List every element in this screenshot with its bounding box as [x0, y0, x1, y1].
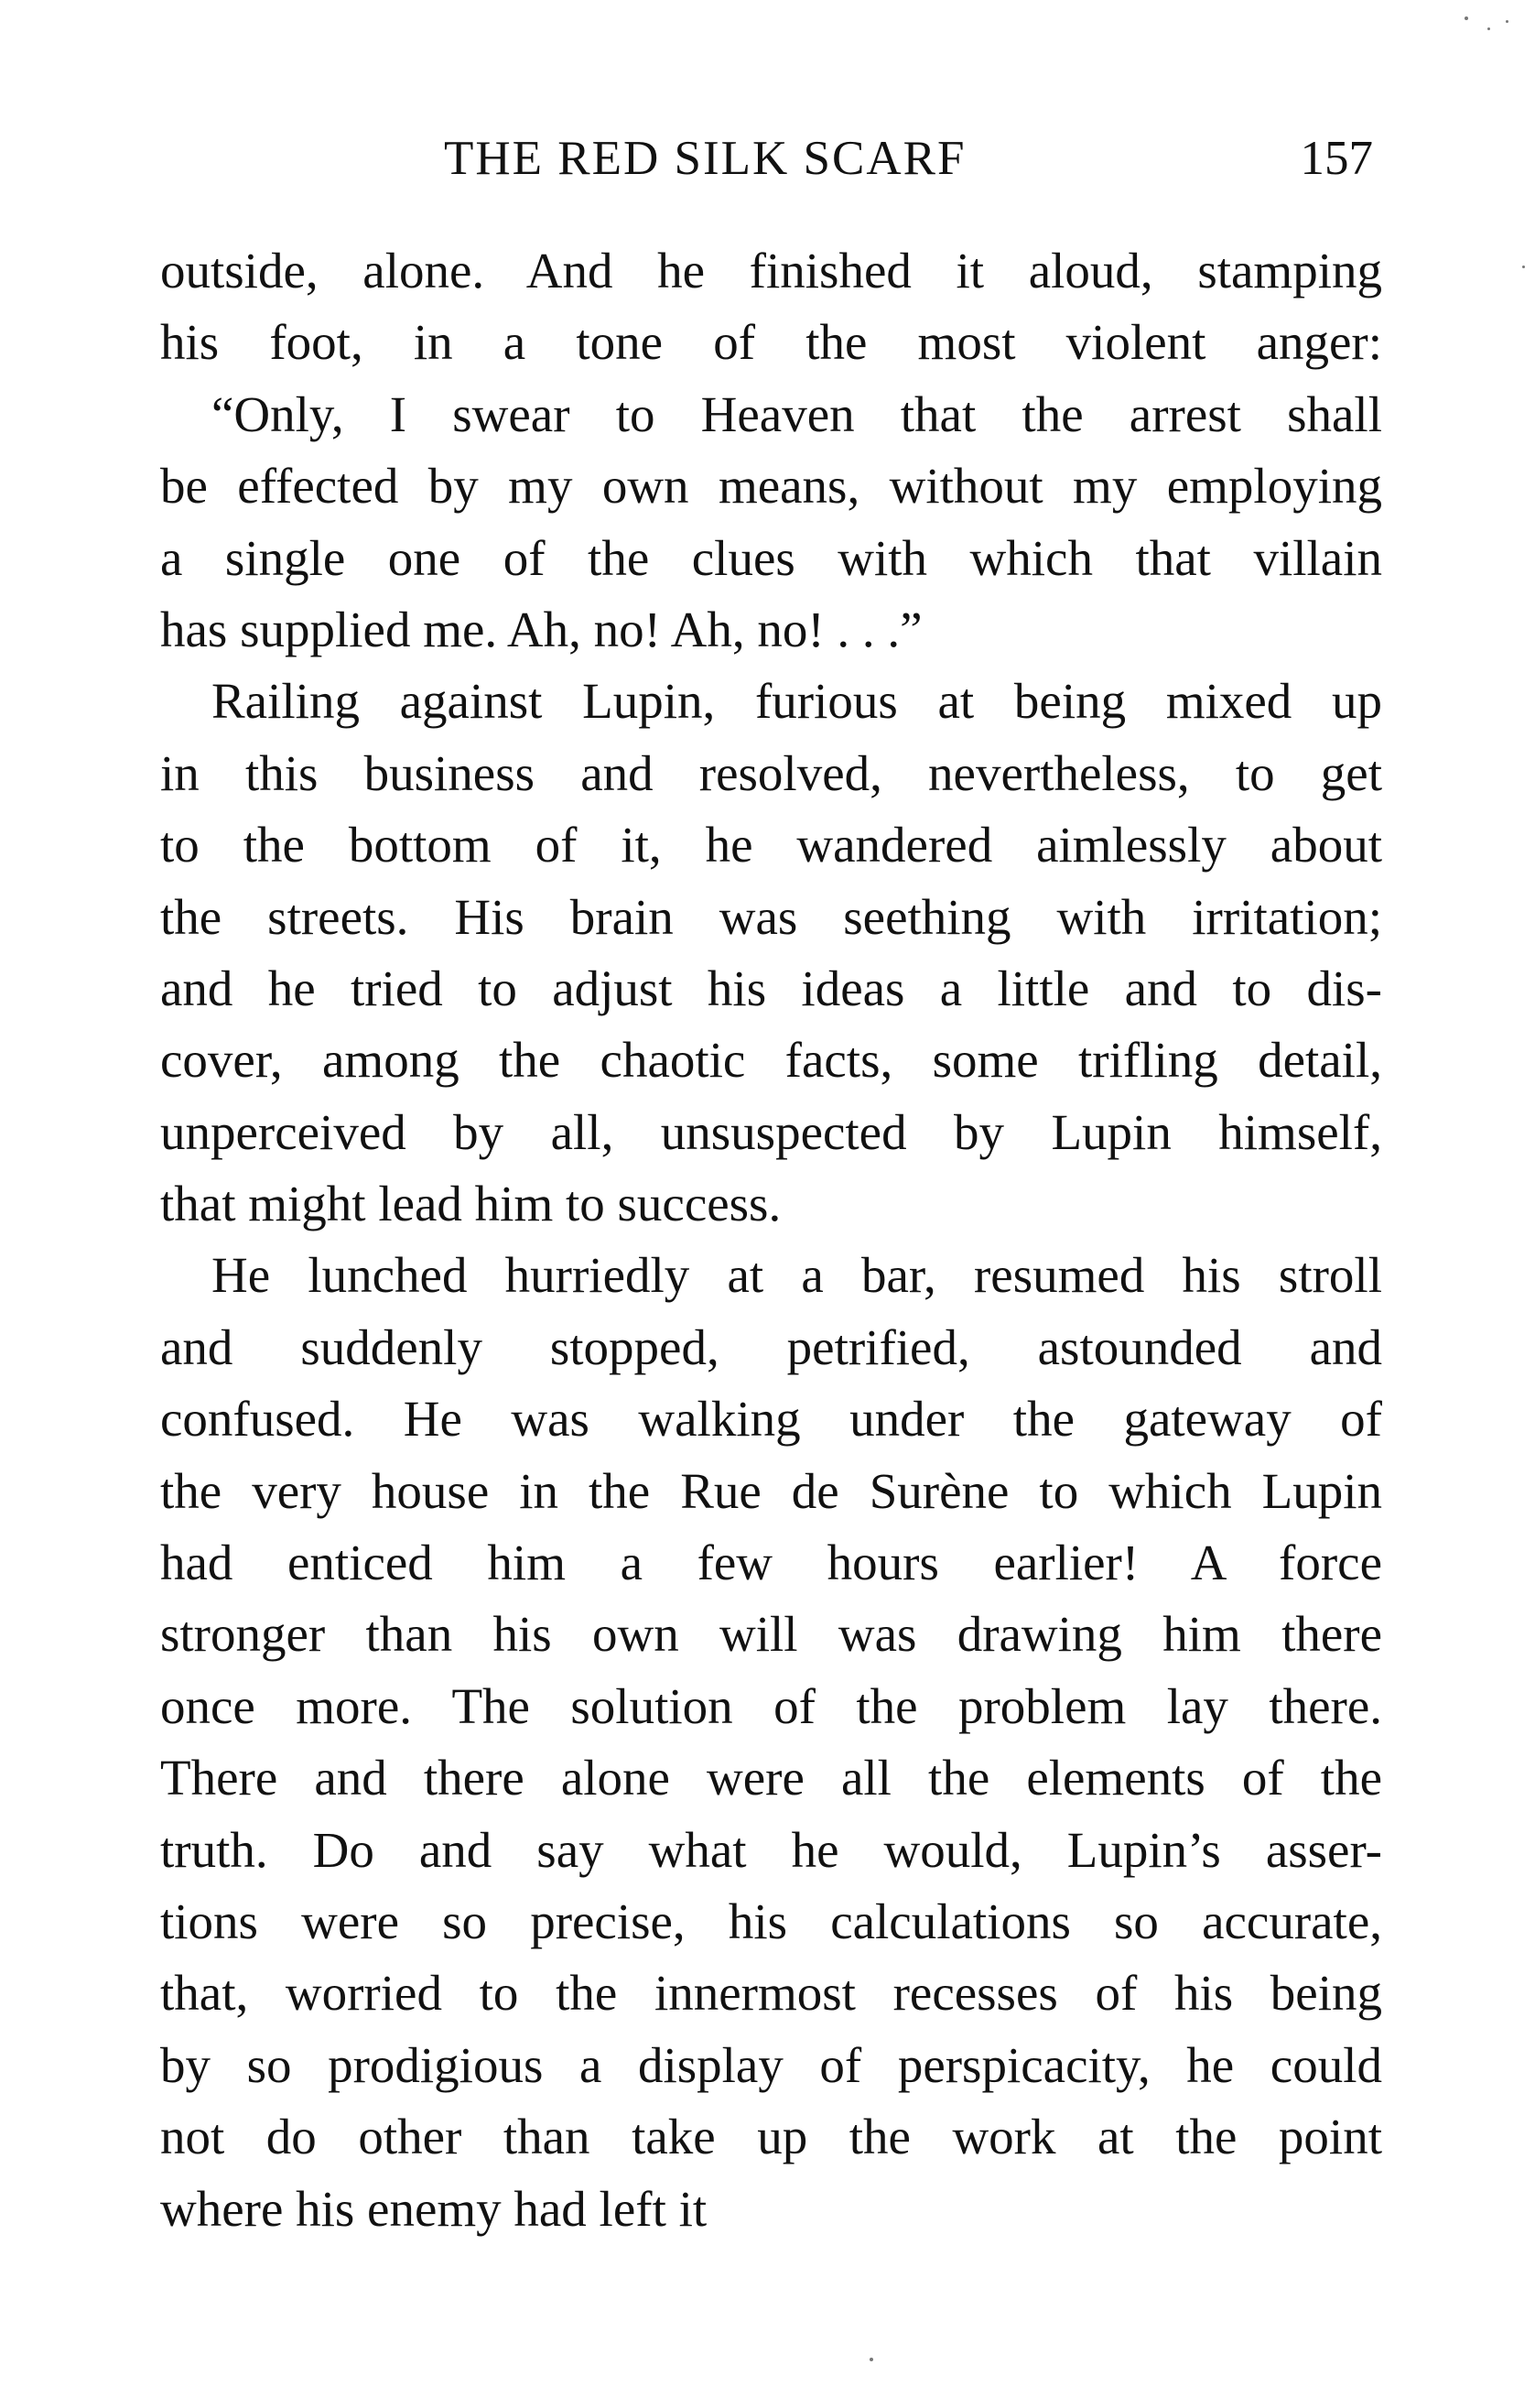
paragraph-start-line: Railing against Lupin, furious at being mixed up: [211, 673, 1382, 730]
running-head: [160, 126, 1382, 190]
running-title: THE RED SILK SCARF: [444, 132, 967, 185]
scan-speck: [870, 2358, 873, 2361]
paragraph-end-line: has supplied me. Ah, no! Ah, no! . . .”: [160, 601, 923, 657]
text-line: and suddenly stopped, petrified, astounded and: [160, 1318, 1382, 1375]
paragraph-start-line: He lunched hurriedly at a bar, resumed his stroll: [211, 1247, 1382, 1304]
body-text: [160, 235, 1382, 2245]
text-line: the very house in the Rue de Surène to which Lupin: [160, 1462, 1382, 1519]
scan-speck: [1506, 20, 1508, 23]
scan-speck: [1522, 266, 1525, 268]
text-line: that, worried to the innermost recesses of his being: [160, 1965, 1382, 2022]
text-line: confused. He was walking under the gateway of: [160, 1391, 1382, 1448]
text-line: by so prodigious a display of perspicacity, he could: [160, 2036, 1382, 2093]
text-line: outside, alone. And he finished it aloud, stamping: [160, 243, 1382, 298]
text-line: once more. The solution of the problem lay there.: [160, 1677, 1382, 1734]
text-line: be effected by my own means, without my employing: [160, 458, 1382, 515]
paragraph-start-line: “Only, I swear to Heaven that the arrest shall: [211, 385, 1382, 442]
page-number: 157: [1300, 132, 1373, 185]
text-line: in this business and resolved, nevertheless, to get: [160, 744, 1382, 801]
scan-speck: [1487, 27, 1490, 30]
text-line: and he tried to adjust his ideas a little and to dis-: [160, 960, 1382, 1016]
paragraph-end-line: where his enemy had left it: [160, 2180, 708, 2237]
text-line: unperceived by all, unsuspected by Lupin himself,: [160, 1103, 1382, 1160]
text-line: to the bottom of it, he wandered aimlessly about: [160, 817, 1382, 873]
text-line: the streets. His brain was seething with irritation;: [160, 888, 1382, 945]
text-line: truth. Do and say what he would, Lupin’s asser-: [160, 1821, 1382, 1878]
text-line: had enticed him a few hours earlier! A force: [160, 1535, 1382, 1591]
text-line: There and there alone were all the elements of the: [160, 1750, 1382, 1806]
text-line: cover, among the chaotic facts, some trifling detail,: [160, 1032, 1382, 1089]
scan-speck: [1465, 16, 1468, 20]
text-line: stronger than his own will was drawing him there: [160, 1606, 1382, 1663]
text-line: not do other than take up the work at the point: [160, 2109, 1382, 2165]
paragraph-end-line: that might lead him to success.: [160, 1176, 782, 1232]
text-line: tions were so precise, his calculations so accurate,: [160, 1893, 1382, 1949]
text-line: his foot, in a tone of the most violent anger:: [160, 314, 1382, 371]
text-line: a single one of the clues with which that villain: [160, 529, 1382, 586]
